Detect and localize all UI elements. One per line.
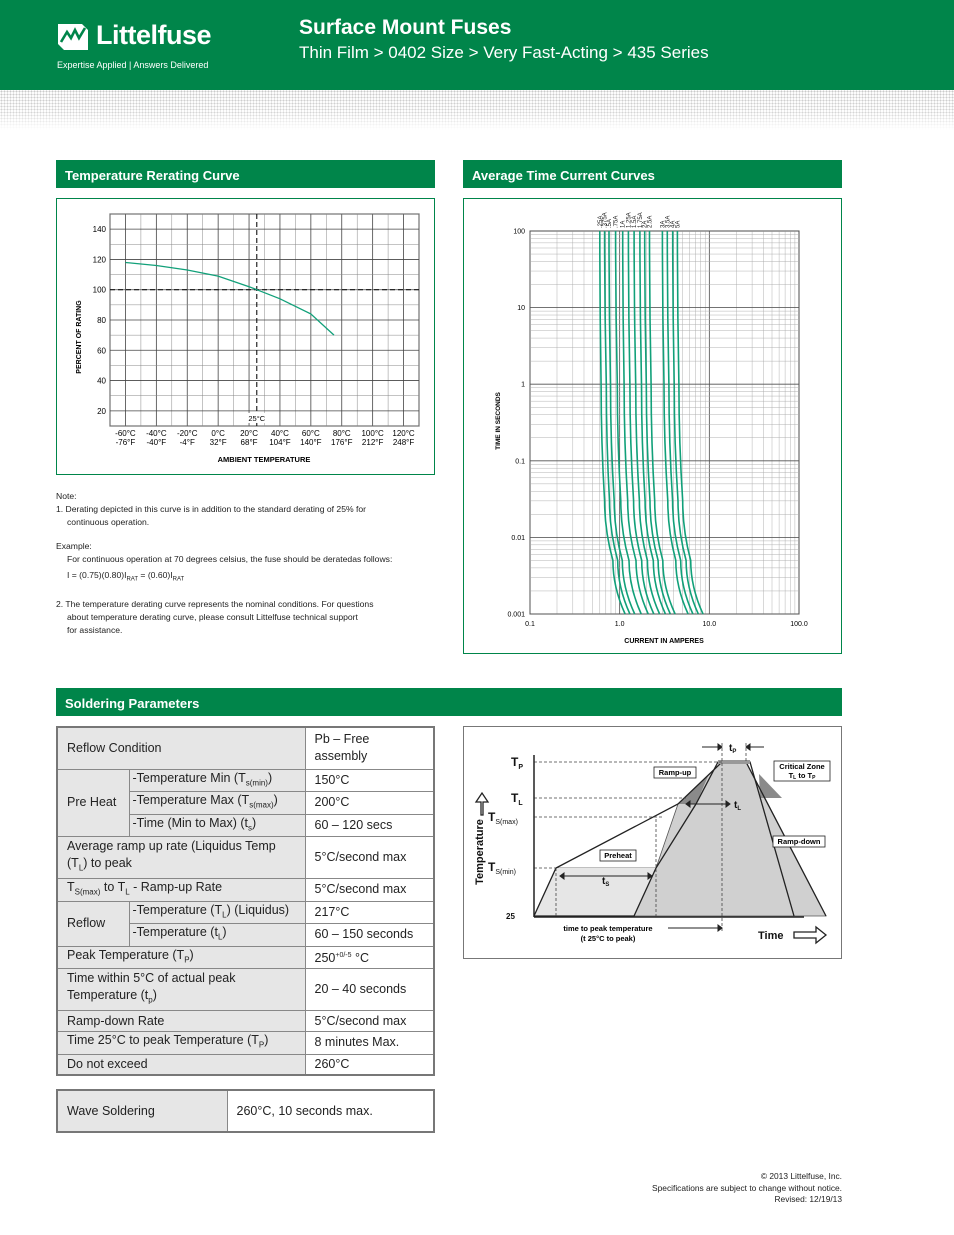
arrow-up-icon	[476, 793, 488, 815]
dot-pattern-fade	[0, 90, 954, 130]
tcc-rating-label: 1.5A	[632, 215, 639, 228]
tcc-rating-label: 2A	[642, 220, 649, 228]
tcc-x-tick: 10.0	[702, 621, 717, 628]
derating-x-tick-f: -40°F	[146, 438, 167, 447]
time-within-peak-label: Time within 5°C of actual peak Temperature $(t_p)$	[57, 969, 305, 1011]
reflow-profile-panel	[463, 726, 842, 959]
tcc-rating-label: 1.25A	[626, 212, 633, 228]
time-25-to-peak-value: 8 minutes Max.	[305, 1032, 434, 1055]
table-row	[57, 1090, 434, 1132]
derating-x-tick-c: 0°C	[211, 429, 225, 438]
tcc-rating-label: 1A	[620, 220, 627, 228]
tcc-x-tick: 100.0	[790, 621, 808, 628]
ramp-down-value: 5°C/second max	[305, 1011, 434, 1032]
reflow-tl-value: 217°C	[305, 901, 434, 924]
do-not-exceed-label: Do not exceed	[57, 1054, 305, 1075]
derating-x-tick-f: -4°F	[179, 438, 195, 447]
svg-text:tP: $t_P$	[729, 743, 737, 755]
example-line: For continuous operation at 70 degrees celsius, the fuse should be deratedas follows:	[67, 554, 393, 564]
tcc-y-tick: 0.1	[515, 458, 525, 466]
derating-x-tick-f: 104°F	[269, 438, 291, 447]
table-row	[57, 1011, 434, 1032]
preheat-tmin-value: 150°C	[305, 769, 434, 792]
tcc-rating-label: 2.5A	[647, 215, 654, 228]
label-temperature-axis: Temperature	[474, 819, 486, 885]
label-tp-small: t	[729, 743, 733, 754]
svg-text:tS: $t_S$	[602, 876, 610, 888]
example-formula: $I = (0.75)(0.80)I_{RAT} = (0.60)I_{RAT}$	[67, 570, 185, 583]
label-ramp-up: Ramp-up	[658, 768, 692, 777]
table-row	[57, 901, 434, 924]
table-row	[57, 1032, 434, 1055]
time-current-chart	[464, 199, 841, 653]
page-footer	[652, 1171, 842, 1206]
preheat-tmax-value: 200°C	[305, 792, 434, 815]
label-tl-small: t	[734, 800, 738, 811]
example-head: Example:	[56, 541, 92, 551]
label-tsmax: T	[488, 810, 496, 824]
brand-tagline: Expertise Applied | Answers Delivered	[57, 60, 209, 70]
derating-x-tick-c: -20°C	[176, 429, 198, 438]
derating-x-axis-label: AMBIENT TEMPERATURE	[217, 455, 311, 464]
preheat-time-value: 60 – 120 secs	[305, 814, 434, 837]
svg-text:TP: $T_P$	[511, 755, 524, 771]
table-row	[57, 769, 434, 792]
label-tl: T	[511, 791, 519, 805]
derating-y-tick: 80	[97, 316, 106, 325]
section-title-soldering: Soldering Parameters	[56, 688, 842, 716]
tcc-rating-label: .25A	[597, 215, 604, 228]
derating-y-tick: 100	[92, 285, 106, 295]
derating-x-tick-f: -76°F	[115, 438, 136, 447]
peak-temp-label: Peak Temperature $(T_P)$	[57, 946, 305, 969]
time-25-to-peak-label: Time 25°C to peak Temperature $(T_P)$	[57, 1032, 305, 1055]
time-within-peak-value: 20 – 40 seconds	[305, 969, 434, 1011]
derating-x-tick-f: 32°F	[209, 438, 227, 447]
note-2-line3: for assistance.	[67, 624, 123, 635]
derating-x-tick-f: 68°F	[240, 438, 258, 447]
revision-date: Revised: 12/19/13	[774, 1194, 842, 1204]
reflow-condition-label: Reflow Condition	[57, 727, 305, 769]
reflow-profile-diagram	[464, 727, 841, 958]
svg-text:TS(min): $T_{S(min)}$	[488, 860, 516, 876]
brand-name: Littelfuse	[96, 20, 212, 50]
tcc-y-tick: 1	[521, 381, 525, 389]
wave-soldering-label: Wave Soldering	[57, 1090, 227, 1132]
profile-peak-plateau	[718, 760, 750, 764]
tcc-x-axis-label: CURRENT IN AMPERES	[624, 638, 704, 645]
tcc-y-tick: 100	[513, 228, 525, 236]
derating-x-tick-c: 120°C	[392, 429, 415, 438]
derating-y-tick: 140	[92, 225, 106, 235]
tcc-x-tick: 0.1	[525, 621, 535, 628]
preheat-label: Pre Heat	[57, 769, 129, 837]
disclaimer: Specifications are subject to change without notice.	[652, 1182, 842, 1193]
label-time-axis: Time	[758, 930, 784, 942]
tcc-rating-label: .375A	[602, 212, 609, 228]
derating-x-tick-f: 248°F	[392, 438, 415, 447]
svg-text:tL: $t_L$	[734, 800, 742, 812]
reflow-time-value: 60 – 150 seconds	[305, 924, 434, 947]
ramp-rate-label: Average ramp up rate (Liquidus Temp $(T_L)$ to peak	[57, 837, 305, 879]
label-ts-small: t	[602, 876, 606, 887]
time-current-chart-panel	[463, 198, 842, 654]
tcc-rating-label: 5A	[675, 220, 682, 228]
tcc-rating-label: 4A	[670, 220, 677, 228]
littelfuse-fuse-logo-icon	[56, 20, 90, 52]
derating-y-tick: 120	[92, 255, 106, 265]
tcc-rating-label: 3.5A	[665, 215, 672, 228]
section-title-time-current: Average Time Current Curves	[463, 160, 842, 188]
table-row	[57, 727, 434, 769]
reflow-tl-label: -Temperature $(T_L)$ (Liquidus)	[129, 901, 305, 924]
svg-text:TL to TP: TL to TP	[788, 771, 816, 781]
label-preheat: Preheat	[604, 851, 632, 860]
page-header	[0, 0, 954, 90]
derating-y-tick: 40	[97, 376, 106, 386]
wave-soldering-table	[56, 1089, 435, 1133]
label-time-to-peak-sub: (t 25°C to peak)	[580, 934, 636, 943]
tcc-x-tick: 1.0	[614, 621, 625, 628]
tcc-rating-label: .5A	[607, 218, 613, 228]
table-row	[57, 946, 434, 969]
ramp-down-label: Ramp-down Rate	[57, 1011, 305, 1032]
label-tp: T	[511, 755, 519, 769]
tcc-y-tick: 0.001	[507, 611, 525, 619]
reflow-label: Reflow	[57, 901, 129, 946]
note-2-line2: about temperature derating curve, please consult Littelfuse technical support	[67, 611, 358, 622]
derating-x-tick-c: 40°C	[271, 429, 289, 438]
arrow-right-icon	[794, 927, 826, 943]
tcc-rating-label: .75A	[613, 215, 620, 228]
derating-x-tick-c: 60°C	[301, 429, 320, 438]
table-row	[57, 969, 434, 1011]
derating-x-tick-c: 20°C	[240, 429, 258, 438]
label-ramp-down: Ramp-down	[777, 837, 821, 846]
table-row	[57, 879, 434, 902]
tcc-y-tick: 0.01	[511, 534, 525, 542]
note-1-line2: continuous operation.	[67, 517, 150, 527]
preheat-tmin-label: -Temperature Min $(T_{s(min)})$	[129, 769, 305, 792]
page-title: Surface Mount Fuses	[299, 16, 512, 39]
note-1-line1: 1. Derating depicted in this curve is in addition to the standard derating of 25% for	[56, 504, 367, 514]
ts-to-tl-value: 5°C/second max	[305, 879, 434, 902]
derating-x-tick-f: 140°F	[300, 438, 322, 447]
tcc-y-axis-label: TIME IN SECONDS	[495, 392, 502, 450]
do-not-exceed-value: 260°C	[305, 1054, 434, 1075]
label-time-to-peak: time to peak temperature	[563, 924, 653, 933]
label-25: 25	[506, 912, 515, 921]
derating-x-tick-c: 80°C	[332, 429, 351, 438]
derating-chart	[57, 199, 434, 474]
preheat-time-label: -Time (Min to Max) $(t_s)$	[129, 814, 305, 837]
reflow-time-label: -Temperature $(t_L)$	[129, 924, 305, 947]
label-critical-range: T	[788, 771, 794, 780]
svg-text:TS(max): $T_{S(max)}$	[488, 810, 518, 826]
page-subtitle: Thin Film > 0402 Size > Very Fast-Acting > 435 Series	[299, 43, 709, 62]
tcc-rating-label: 3A	[660, 220, 667, 228]
section-title-derating: Temperature Rerating Curve	[56, 160, 435, 188]
table-row	[57, 1054, 434, 1075]
derating-y-axis-label: PERCENT OF RATING	[76, 300, 83, 374]
derating-x-tick-f: 176°F	[331, 438, 353, 447]
ts-to-tl-label: $T_{S(max)}$ to $T_L$ - Ramp-up Rate	[57, 879, 305, 902]
derating-x-tick-c: -60°C	[115, 429, 136, 438]
derating-x-tick-c: -40°C	[146, 429, 167, 438]
ramp-rate-value: 5°C/second max	[305, 837, 434, 879]
derating-y-tick: 60	[97, 346, 106, 356]
preheat-tmax-label: -Temperature Max $(T_{s(max)})$	[129, 792, 305, 815]
derating-notes	[56, 490, 436, 637]
reflow-condition-value: Pb – Free assembly	[305, 727, 434, 769]
derating-x-tick-f: 212°F	[361, 438, 384, 447]
copyright: © 2013 Littelfuse, Inc.	[760, 1171, 842, 1181]
derating-y-tick: 20	[97, 406, 106, 416]
derating-25c-label: 25°C	[248, 413, 266, 423]
note-2-line1: 2. The temperature derating curve represents the nominal conditions. For questions	[56, 598, 374, 609]
derating-x-tick-c: 100°C	[361, 429, 384, 438]
tcc-y-tick: 10	[517, 305, 525, 313]
table-row	[57, 837, 434, 879]
peak-temp-value: $250^{+0/-5}$ °C	[305, 946, 434, 969]
note-head: Note:	[56, 491, 77, 501]
tcc-rating-label: 1.75A	[637, 212, 644, 228]
label-tsmin: T	[488, 860, 496, 874]
svg-text:TL: $T_L$	[511, 791, 523, 807]
derating-chart-panel	[56, 198, 435, 475]
label-critical-zone: Critical Zone	[779, 762, 825, 771]
wave-soldering-value: 260°C, 10 seconds max.	[227, 1090, 434, 1132]
soldering-parameters-table	[56, 726, 435, 1076]
